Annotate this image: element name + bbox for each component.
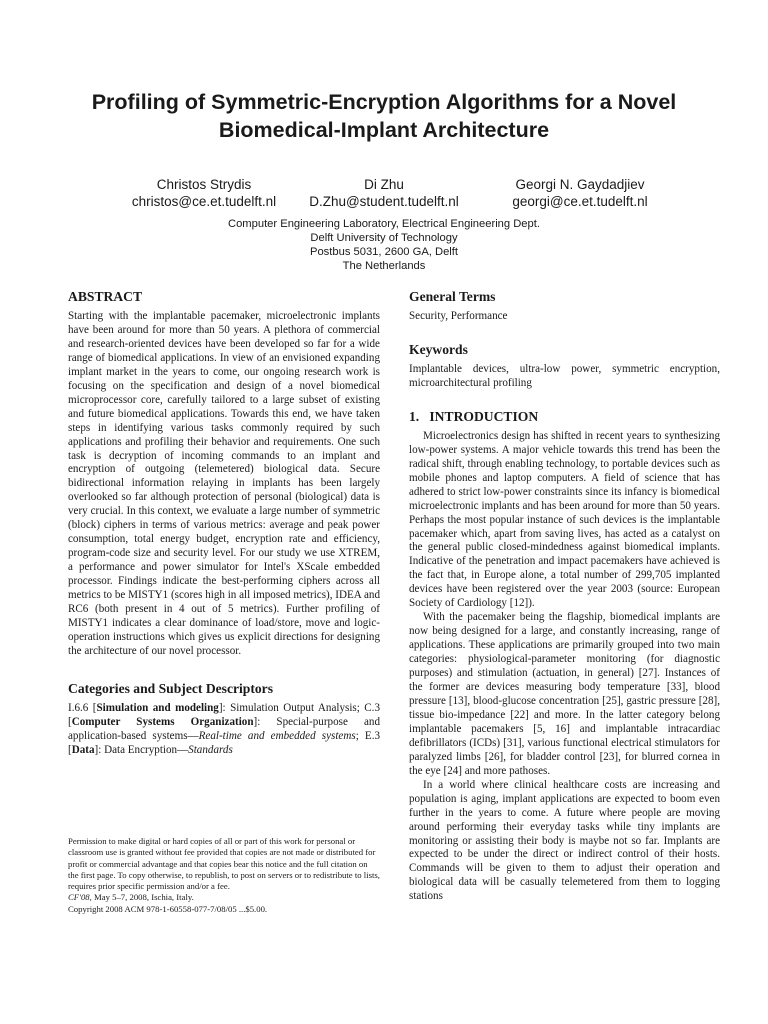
general-terms-text: Security, Performance: [409, 310, 508, 322]
title-line-2: Biomedical-Implant Architecture: [218, 118, 550, 142]
author-strydis: [114, 176, 294, 210]
permission-text: Permission to make digital or hard copies of all or part of this work for personal or classroom use is granted without fee provided that copies are not made or distributed for profit or commercial advantage and that copies bear this notice and the full citation on the first page. To copy otherwise, to republish, to post on servers or to redistribute to lists, requires prior specific permission and/or a fee.: [68, 836, 380, 892]
affiliation-line: The Netherlands: [342, 260, 426, 272]
permission-notice: [68, 836, 380, 915]
author-email: georgi@ce.et.tudelft.nl: [512, 194, 648, 209]
abstract-text: Starting with the implantable pacemaker, microelectronic implants have been around for more than 50 years. A plethora of commercial and research-oriented devices have been developed so far for a wide range of biomedical applications. In view of an envisioned expanding implant market in the years to come, our ongoing research work is focusing on the specification and design of a novel biomedical microprocessor core, carefully tailored to a large subset of existing and future biomedical applications. Towards this end, we have taken steps in identifying various tasks commonly required by such applications and profiling their behavior and requirements. One such task is decryption of incoming commands to an implant and encryption of outgoing (telemetered) biological data. Secure bidirectional information relaying in implants has been largely overlooked so far although protection of personal (biological) data is very crucial. In this context, we evaluate a large number of symmetric (block) ciphers in terms of various metrics: average and peak power consumption, total energy budget, encryption rate and efficiency, program-code size and security level. For our study we use XTREM, a performance and power simulator for Intel's XScale embedded processor. Findings indicate the best-performing ciphers across all metrics to be MISTY1 (scores high in all imposed metrics), IDEA and RC6 (both present in 4 out of 5 metrics). Further profiling of MISTY1 indicates a clear dominance of load/store, move and logic-operation instructions which gives us explicit directions for designing the architecture of our novel processor.: [68, 310, 380, 657]
right-column: [409, 289, 720, 904]
intro-paragraph-1: Microelectronics design has shifted in recent years to synthesizing low-power systems. A major vehicle towards this trend has been the radical shift, through enabling technology, to portable devices such as mobile phones and laptop computers. A field of science that has adhered to strict low-power constraints since its infancy is biomedical microelectronic implants and has been around for more than 50 years. Perhaps the most popular instance of such devices is the implantable pacemaker which, apart from saving lives, has acted as a catalyst on the general public closed-mindedness against biomedical implants. Indicative of the penetration and impact pacemakers have achieved is the fact that, in Europe alone, a total number of 299,705 implanted devices have been registered over the year 2003 (source: European Society of Cardiology [12]).: [409, 429, 720, 610]
paper-title: [40, 88, 728, 144]
author-email: christos@ce.et.tudelft.nl: [131, 194, 277, 209]
title-line-1: Profiling of Symmetric-Encryption Algorithms for a Novel: [91, 90, 677, 114]
author-email: D.Zhu@student.tudelft.nl: [309, 194, 459, 209]
intro-paragraph-3: In a world where clinical healthcare costs are increasing and population is aging, implant applications are expected to boom even further in the years to come. A future where people are moving around performing their everyday tasks while tiny implants are monitoring or assisting their body is maybe not so far. Implants are expected to be under the direct or indirect control of their hosts. Commands will be given to them to adjust their operation and biological data will be casually telemetered from them to logging stations: [409, 778, 720, 903]
categories-text: I.6.6 [Simulation and modeling]: Simulation Output Analysis; C.3 [Computer Systems Organization]: Special-purpose and application-based systems—Real-time and embedded systems; E.3 [Data]: Data Encryption—Standards: [68, 701, 381, 756]
left-column: [68, 289, 380, 758]
affiliation-line: Postbus 5031, 2600 GA, Delft: [309, 246, 459, 258]
introduction-heading: 1. INTRODUCTION: [409, 408, 539, 424]
affiliation-line: Delft University of Technology: [310, 232, 458, 244]
author-gaydadjiev: [490, 176, 670, 210]
general-terms-heading: General Terms: [409, 289, 496, 304]
author-name: Christos Strydis: [156, 177, 252, 192]
author-name: Di Zhu: [364, 177, 404, 192]
author-name: Georgi N. Gaydadjiev: [515, 177, 645, 192]
copyright-line: Copyright 2008 ACM 978-1-60558-077-7/08/05 ...$5.00.: [68, 903, 268, 914]
categories-heading: Categories and Subject Descriptors: [68, 680, 274, 696]
affiliation: [100, 217, 668, 273]
keywords-text: Implantable devices, ultra-low power, symmetric encryption, microarchitectural profiling: [409, 362, 720, 389]
intro-paragraph-2: With the pacemaker being the flagship, biomedical implants are now being designed for a large, and constantly increasing, range of applications. These applications are primarily grouped into two main categories: physiological-parameter monitoring (for diagnostic purposes) and stimulation (actuation, in general) [27]. Instances of the former are devices measuring body temperature [33], blood pressure [13], blood-glucose concentration [25], gastric pressure [28], tissue bio-impedance [22] and more. In the latter category belong implantable pacemakers [5, 16] and implantable intracardiac defibrillators (ICDs) [31], various functional electrical stimulators for paralyzed limbs [26], for bladder control [23], for blurred cornea in the eye [24] and more pathoses.: [409, 611, 720, 777]
keywords-heading: Keywords: [409, 341, 468, 357]
conference-info: CF'08, May 5–7, 2008, Ischia, Italy.: [68, 892, 194, 903]
author-zhu: [294, 176, 474, 210]
abstract-heading: ABSTRACT: [68, 289, 143, 304]
affiliation-line: Computer Engineering Laboratory, Electrical Engineering Dept.: [228, 218, 540, 230]
